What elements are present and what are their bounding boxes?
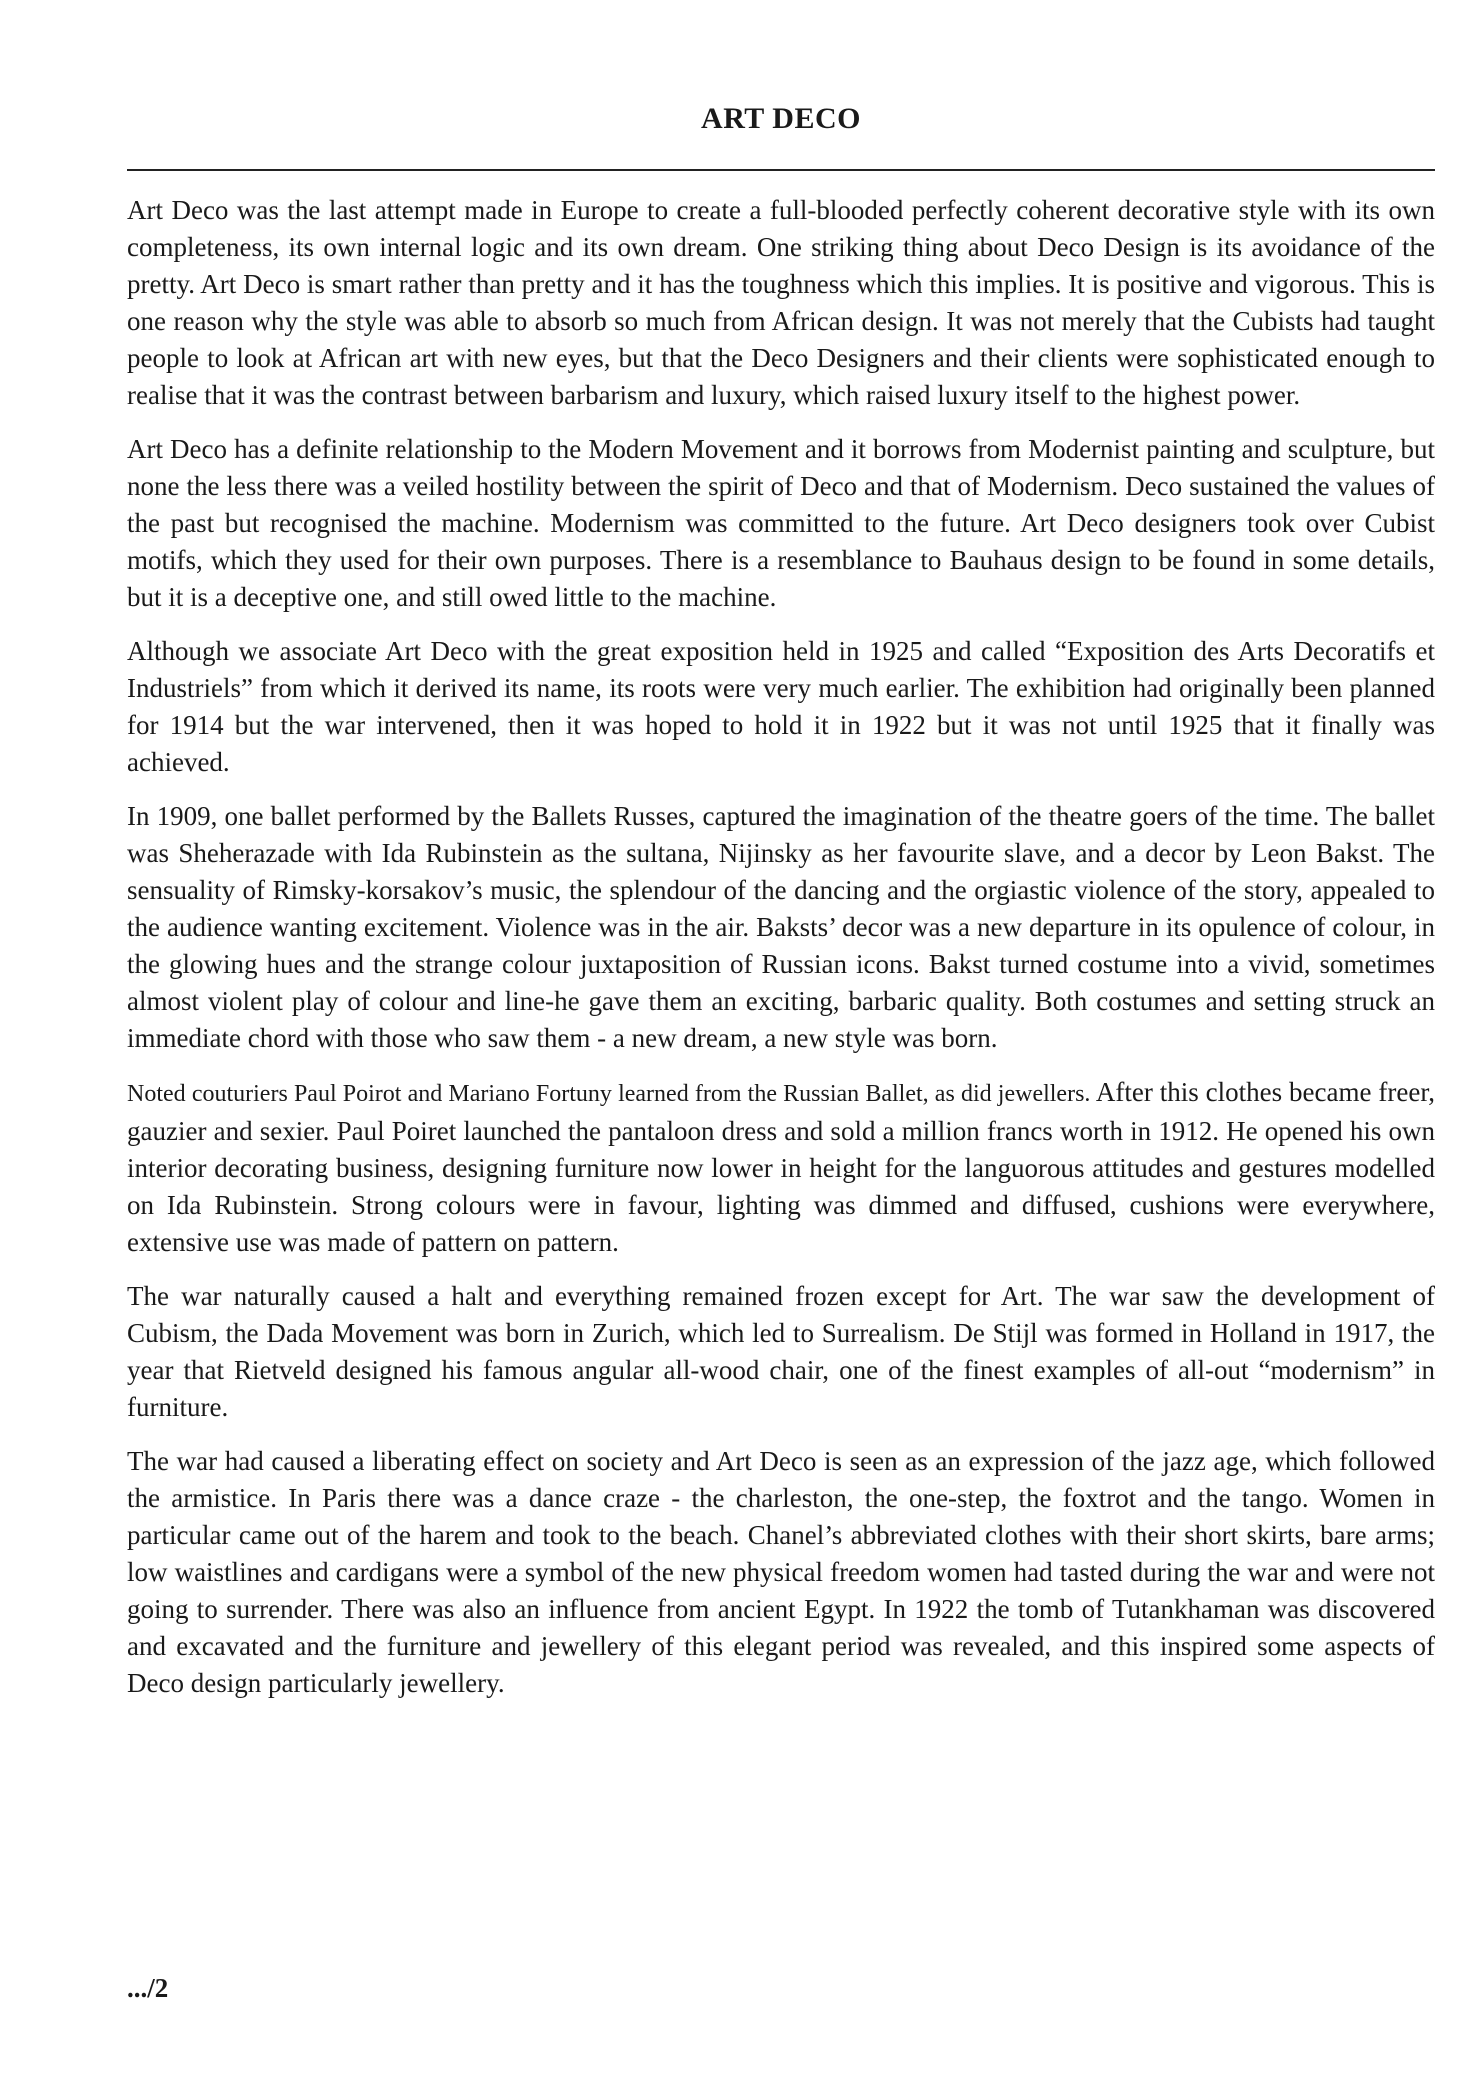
title-divider [127,169,1435,171]
paragraph-7: The war had caused a liberating effect on society and Art Deco is seen as an expression of the jazz age, which followed the armistice. In Paris there was a dance craze - the charleston, the one-step, the foxtrot and the tango. Women in particular came out of the harem and took to the beach. Chanel’s abbreviated clothes with their short skirts, bare arms; low waistlines and cardigans were a symbol of the new physical freedom women had tasted during the war and were not going to surrender. There was also an influence from ancient Egypt. In 1922 the tomb of Tutankhaman was discovered and excavated and the furniture and jewellery of this elegant period was revealed, and this inspired some aspects of Deco design particularly jewellery. [127,1446,1435,1698]
paragraph-2: Art Deco has a definite relationship to the Modern Movement and it borrows from Modernist painting and sculpture, but none the less there was a veiled hostility between the spirit of Deco and that of Modernism. Deco sustained the values of the past but recognised the machine. Modernism was committed to the future. Art Deco designers took over Cubist motifs, which they used for their own purposes. There is a resemblance to Bauhaus design to be found in some details, but it is a deceptive one, and still owed little to the machine. [127,434,1435,612]
paragraph-3: Although we associate Art Deco with the great exposition held in 1925 and called “Exposition des Arts Decoratifs et Industriels” from which it derived its name, its roots were very much earlier. The exhibition had originally been planned for 1914 but the war intervened, then it was hoped to hold it in 1922 but it was not until 1925 that it finally was achieved. [127,636,1435,777]
body-text [127,192,1435,1719]
paragraph-5-rest: After this clothes became freer, gauzier and sexier. Paul Poiret launched the pantaloon dress and sold a million francs worth in 1912. He opened his own interior decorating business, designing furniture now lower in height for the languorous attitudes and gestures modelled on Ida Rubinstein. Strong colours were in favour, lighting was dimmed and diffused, cushions were everywhere, extensive use was made of pattern on pattern. [127,1077,1436,1257]
paragraph-1: Art Deco was the last attempt made in Europe to create a full-blooded perfectly coherent decorative style with its own completeness, its own internal logic and its own dream. One striking thing about Deco Design is its avoidance of the pretty. Art Deco is smart rather than pretty and it has the toughness which this implies. It is positive and vigorous. This is one reason why the style was able to absorb so much from African design. It was not merely that the Cubists had taught people to look at African art with new eyes, but that the Deco Designers and their clients were sophisticated enough to realise that it was the contrast between barbarism and luxury, which raised luxury itself to the highest power. [127,195,1435,410]
paragraph-5-lead: Noted couturiers Paul Poirot and Mariano Fortuny learned from the Russian Ballet, as did jewellers. [127,1081,1091,1107]
paragraph-5 [127,1074,1435,1261]
page-continuation: .../2 [127,1973,169,2003]
paragraph-6: The war naturally caused a halt and everything remained frozen except for Art. The war saw the development of Cubism, the Dada Movement was born in Zurich, which led to Surrealism. De Stijl was formed in Holland in 1917, the year that Rietveld designed his famous angular all-wood chair, one of the finest examples of all-out “modernism” in furniture. [127,1281,1435,1422]
page-title: ART DECO [701,102,861,135]
paragraph-4: In 1909, one ballet performed by the Ballets Russes, captured the imagination of the theatre goers of the time. The ballet was Sheherazade with Ida Rubinstein as the sultana, Nijinsky as her favourite slave, and a decor by Leon Bakst. The sensuality of Rimsky-korsakov’s music, the splendour of the dancing and the orgiastic violence of the story, appealed to the audience wanting excitement. Violence was in the air. Baksts’ decor was a new departure in its opulence of colour, in the glowing hues and the strange colour juxtaposition of Russian icons. Bakst turned costume into a vivid, sometimes almost violent play of colour and line-he gave them an exciting, barbaric quality. Both costumes and setting struck an immediate chord with those who saw them - a new dream, a new style was born. [127,801,1435,1053]
